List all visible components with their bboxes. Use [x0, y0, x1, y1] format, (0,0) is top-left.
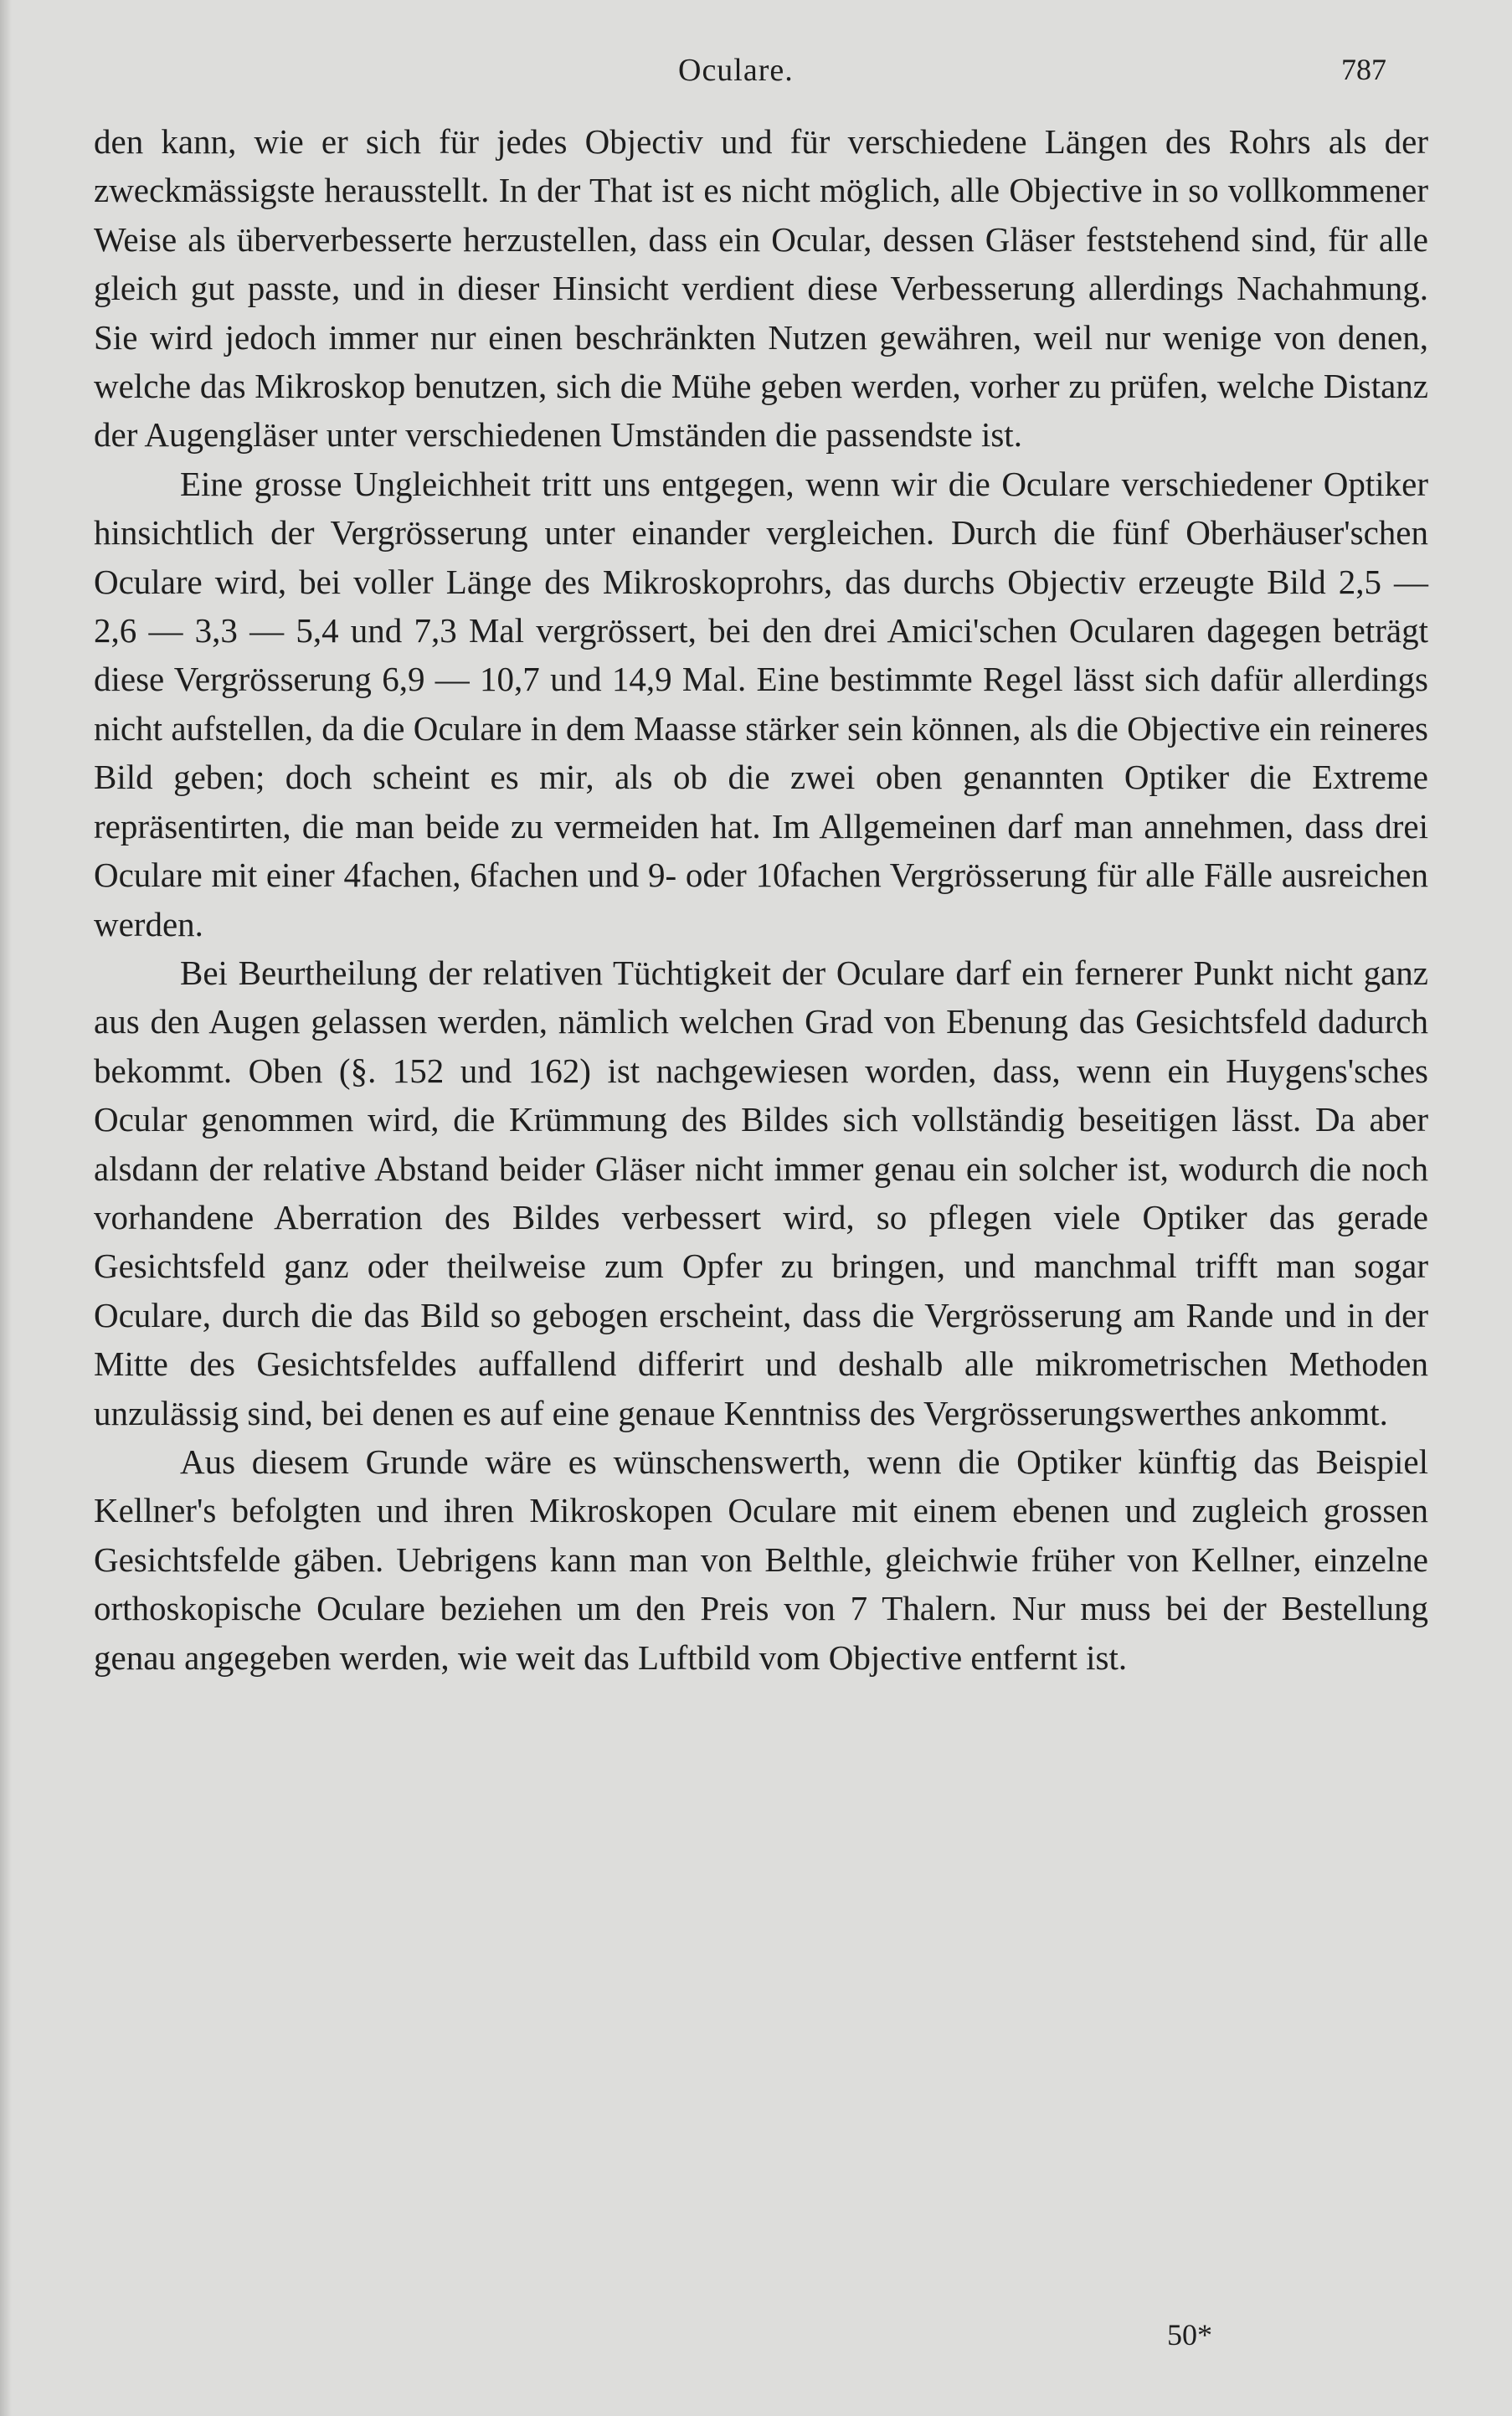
paragraph-1: den kann, wie er sich für jedes Objectiv und für verschiedene Längen des Rohrs als der zweckmässigste herausstellt. In der That ist es nicht möglich, alle Objective in so vollkommener Weise als überverbesserte herzustellen, dass ein Ocular, dessen Gläser feststehend sind, für alle gleich gut passte, und in dieser Hinsicht verdient diese Verbesserung allerdings Nachahmung. Sie wird jedoch immer nur einen beschränkten Nutzen gewähren, weil nur wenige von denen, welche das Mikroskop benutzen, sich die Mühe geben werden, vorher zu prüfen, welche Distanz der Augengläser unter verschiedenen Umständen die passendste ist. [94, 122, 1428, 455]
signature-mark: 50* [1167, 2318, 1212, 2352]
paragraph-3: Bei Beurtheilung der relativen Tüchtigkeit der Oculare darf ein fernerer Punkt nicht ganz aus den Augen gelassen werden, nämlich welchen Grad von Ebenung das Gesichtsfeld dadurch bekommt. Oben (§. 152 und 162) ist nachgewiesen worden, dass, wenn ein Huygens'sches Ocular genommen wird, die Krümmung des Bildes sich vollständig beseitigen lässt. Da aber alsdann der relative Abstand beider Gläser nicht immer genau ein solcher ist, wodurch die noch vorhandene Aberration des Bildes verbessert wird, so pflegen viele Optiker das gerade Gesichtsfeld ganz oder theilweise zum Opfer zu bringen, und manchmal trifft man sogar Oculare, durch die das Bild so gebogen erscheint, dass die Vergrösserung am Rande und in der Mitte des Gesichtsfeldes auffallend differirt und deshalb alle mikrometrischen Methoden unzulässig sind, bei denen es auf eine genaue Kenntniss des Vergrösserungswerthes ankommt. [94, 953, 1428, 1432]
running-head [0, 52, 1512, 102]
paragraph-4: Aus diesem Grunde wäre es wünschenswerth, wenn die Optiker künftig das Beispiel Kellner's befolgten und ihren Mikroskopen Oculare mit einem ebenen und zugleich grossen Gesichtsfelde gäben. Uebrigens kann man von Belthle, gleichwie früher von Kellner, einzelne orthoskopische Oculare beziehen um den Preis von 7 Thalern. Nur muss bei der Bestellung genau angegeben werden, wie weit das Luftbild vom Objective entfernt ist. [94, 1442, 1428, 1677]
paragraph-2: Eine grosse Ungleichheit tritt uns entgegen, wenn wir die Oculare verschiedener Optiker hinsichtlich der Vergrösserung unter einander vergleichen. Durch die fünf Oberhäuser'schen Oculare wird, bei voller Länge des Mikroskoprohrs, das durchs Objectiv erzeugte Bild 2,5 — 2,6 — 3,3 — 5,4 und 7,3 Mal vergrössert, bei den drei Amici'schen Ocularen dagegen beträgt diese Vergrösserung 6,9 — 10,7 und 14,9 Mal. Eine bestimmte Regel lässt sich dafür allerdings nicht aufstellen, da die Oculare in dem Maasse stärker sein können, als die Objective ein reineres Bild geben; doch scheint es mir, als ob die zwei oben genannten Optiker die Extreme repräsentirten, die man beide zu vermeiden hat. Im Allgemeinen darf man annehmen, dass drei Oculare mit einer 4fachen, 6fachen und 9- oder 10fachen Vergrösserung für alle Fälle ausreichen werden. [94, 464, 1428, 943]
page-number: 787 [1341, 53, 1386, 86]
page-edge-shadow [0, 0, 12, 2416]
running-title: Oculare. [678, 53, 794, 88]
body-text [94, 117, 1428, 1682]
